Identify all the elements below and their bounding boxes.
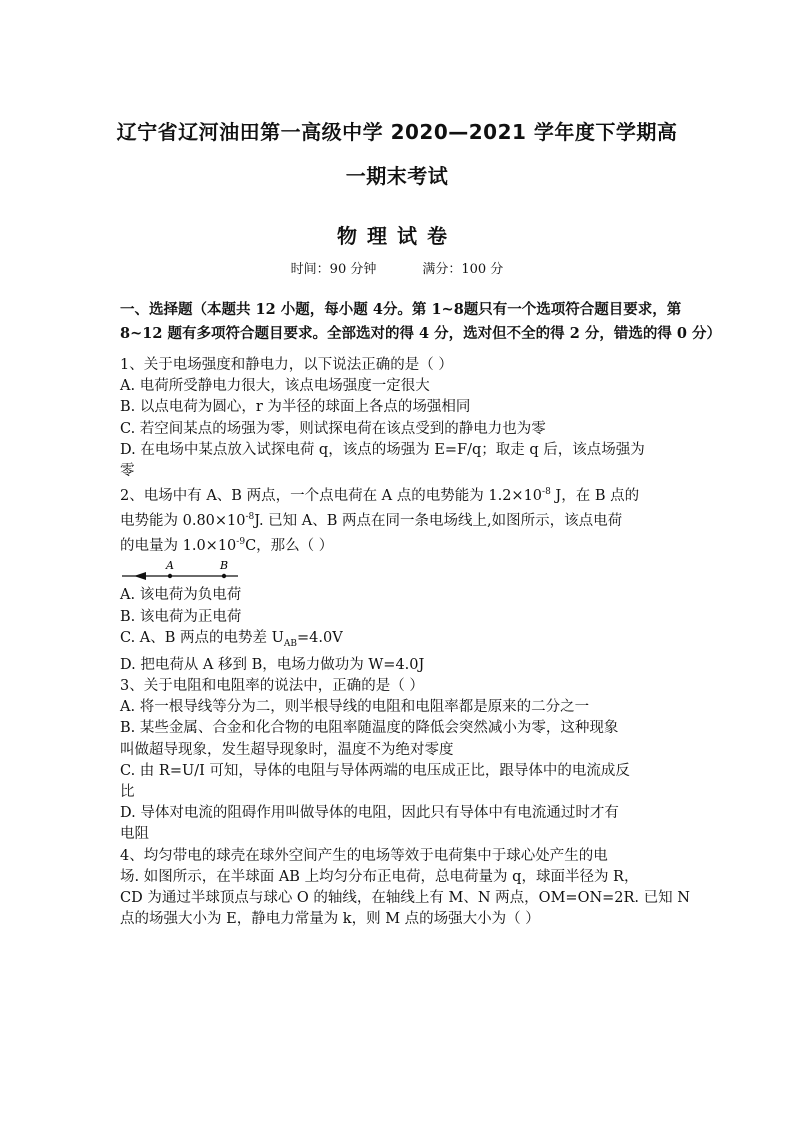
option-d-line-1: D. 导体对电流的阻碍作用叫做导体的电阻，因此只有导体中有电流通过时才有 [120,805,619,822]
option-d: D. 把电荷从 A 移到 B，电场力做功为 W=4.0J [120,656,425,673]
stem-text: C，那么（ ） [245,538,334,555]
exam-meta [0,258,794,277]
option-c: C. 若空间某点的场强为零，则试探电荷在该点受到的静电力也为零 [120,420,546,437]
exam-title-line-2: 一期末考试 [345,164,449,188]
question-stem-line-1: 4、均匀带电的球壳在球外空间产生的电场等效于电荷集中于球心处产生的电 [120,847,608,864]
option-c [120,628,682,655]
option-a: A. 电荷所受静电力很大，该点电场强度一定很大 [120,378,430,395]
option-b: B. 以点电荷为圆心，r 为半径的球面上各点的场强相同 [120,399,471,416]
option-b: B. 该电荷为正电荷 [120,608,242,625]
question-stem-line-3 [120,532,682,557]
question-2 [120,482,682,676]
question-stem: 3、关于电阻和电阻率的说法中，正确的是（ ） [120,678,424,695]
point-a-label: A [166,559,174,573]
question-stem-line-2: 场. 如图所示，在半球面 AB 上均匀分布正电荷，总电荷量为 q，球面半径为 R， [120,868,639,885]
exponent: -9 [236,537,246,548]
option-d-line-1: D. 在电场中某点放入试探电荷 q，该点的场强为 E=F/q；取走 q 后，该点场强为 [120,441,645,458]
question-4 [120,846,690,931]
option-d-line-2: 电阻 [120,826,149,843]
option-c-line-2: 比 [120,784,135,801]
section-instructions [120,298,722,346]
option-d-line-2: 零 [120,463,135,480]
question-stem-line-3: CD 为通过半球顶点与球心 O 的轴线，在轴线上有 M、N 两点，OM=ON=2R. 已知 N [120,890,690,907]
subject-title: 物理试卷 [337,224,457,248]
exam-time: 时间：90 分钟 [290,262,377,277]
point-b-label: B [220,559,229,573]
stem-text: 电势能为 0.80×10 [120,513,246,530]
stem-text: J，在 B 点的 [550,488,640,505]
option-text: C. A、B 两点的电势差 U [120,629,284,646]
question-stem-line-2 [120,507,682,532]
option-b-line-2: 叫做超导现象，发生超导现象时，温度不为绝对零度 [120,741,454,758]
question-1 [120,355,682,482]
exam-title-line-1: 辽宁省辽河油田第一高级中学 2020—2021 学年度下学期高 [116,120,678,144]
section-line-2: 8~12 题有多项符合题目要求。全部选对的得 4 分，选对但不全的得 2 分，错选的得 0 分） [120,325,722,342]
question-3 [120,676,682,846]
exponent: -8 [542,487,551,498]
question-stem-line-4: 点的场强大小为 E，静电力常量为 k，则 M 点的场强大小为（ ） [120,911,540,928]
stem-text: 2、电场中有 A、B 两点，一个点电荷在 A 点的电势能为 1.2×10 [120,488,543,505]
question-stem-line-1 [120,482,682,507]
stem-text: J. 已知 A、B 两点在同一条电场线上,如图所示，该点电荷 [254,513,623,530]
stem-text: 的电量为 1.0×10 [120,538,237,555]
field-line-diagram [120,559,260,585]
point-a-dot [168,574,172,578]
exam-score: 满分：100 分 [422,262,504,277]
subscript: AB [283,638,297,649]
option-text: =4.0V [297,629,343,646]
question-stem: 1、关于电场强度和静电力，以下说法正确的是（ ） [120,357,453,373]
arrow-head-icon [134,572,146,580]
exponent: -8 [245,512,255,523]
questions [120,355,690,930]
electric-field-line-figure [120,559,682,585]
option-c-line-1: C. 由 R=U/I 可知，导体的电阻与导体两端的电压成正比，跟导体中的电流成反 [120,762,630,779]
option-a: A. 该电荷为负电荷 [120,587,242,604]
option-b-line-1: B. 某些金属、合金和化合物的电阻率随温度的降低会突然减小为零，这种现象 [120,720,619,737]
point-b-dot [222,574,226,578]
option-a: A. 将一根导线等分为二，则半根导线的电阻和电阻率都是原来的二分之一 [120,699,590,716]
section-line-1: 一、选择题（本题共 12 小题，每小题 4分。第 1~8题只有一个选项符合题目要求，第 [120,301,682,318]
